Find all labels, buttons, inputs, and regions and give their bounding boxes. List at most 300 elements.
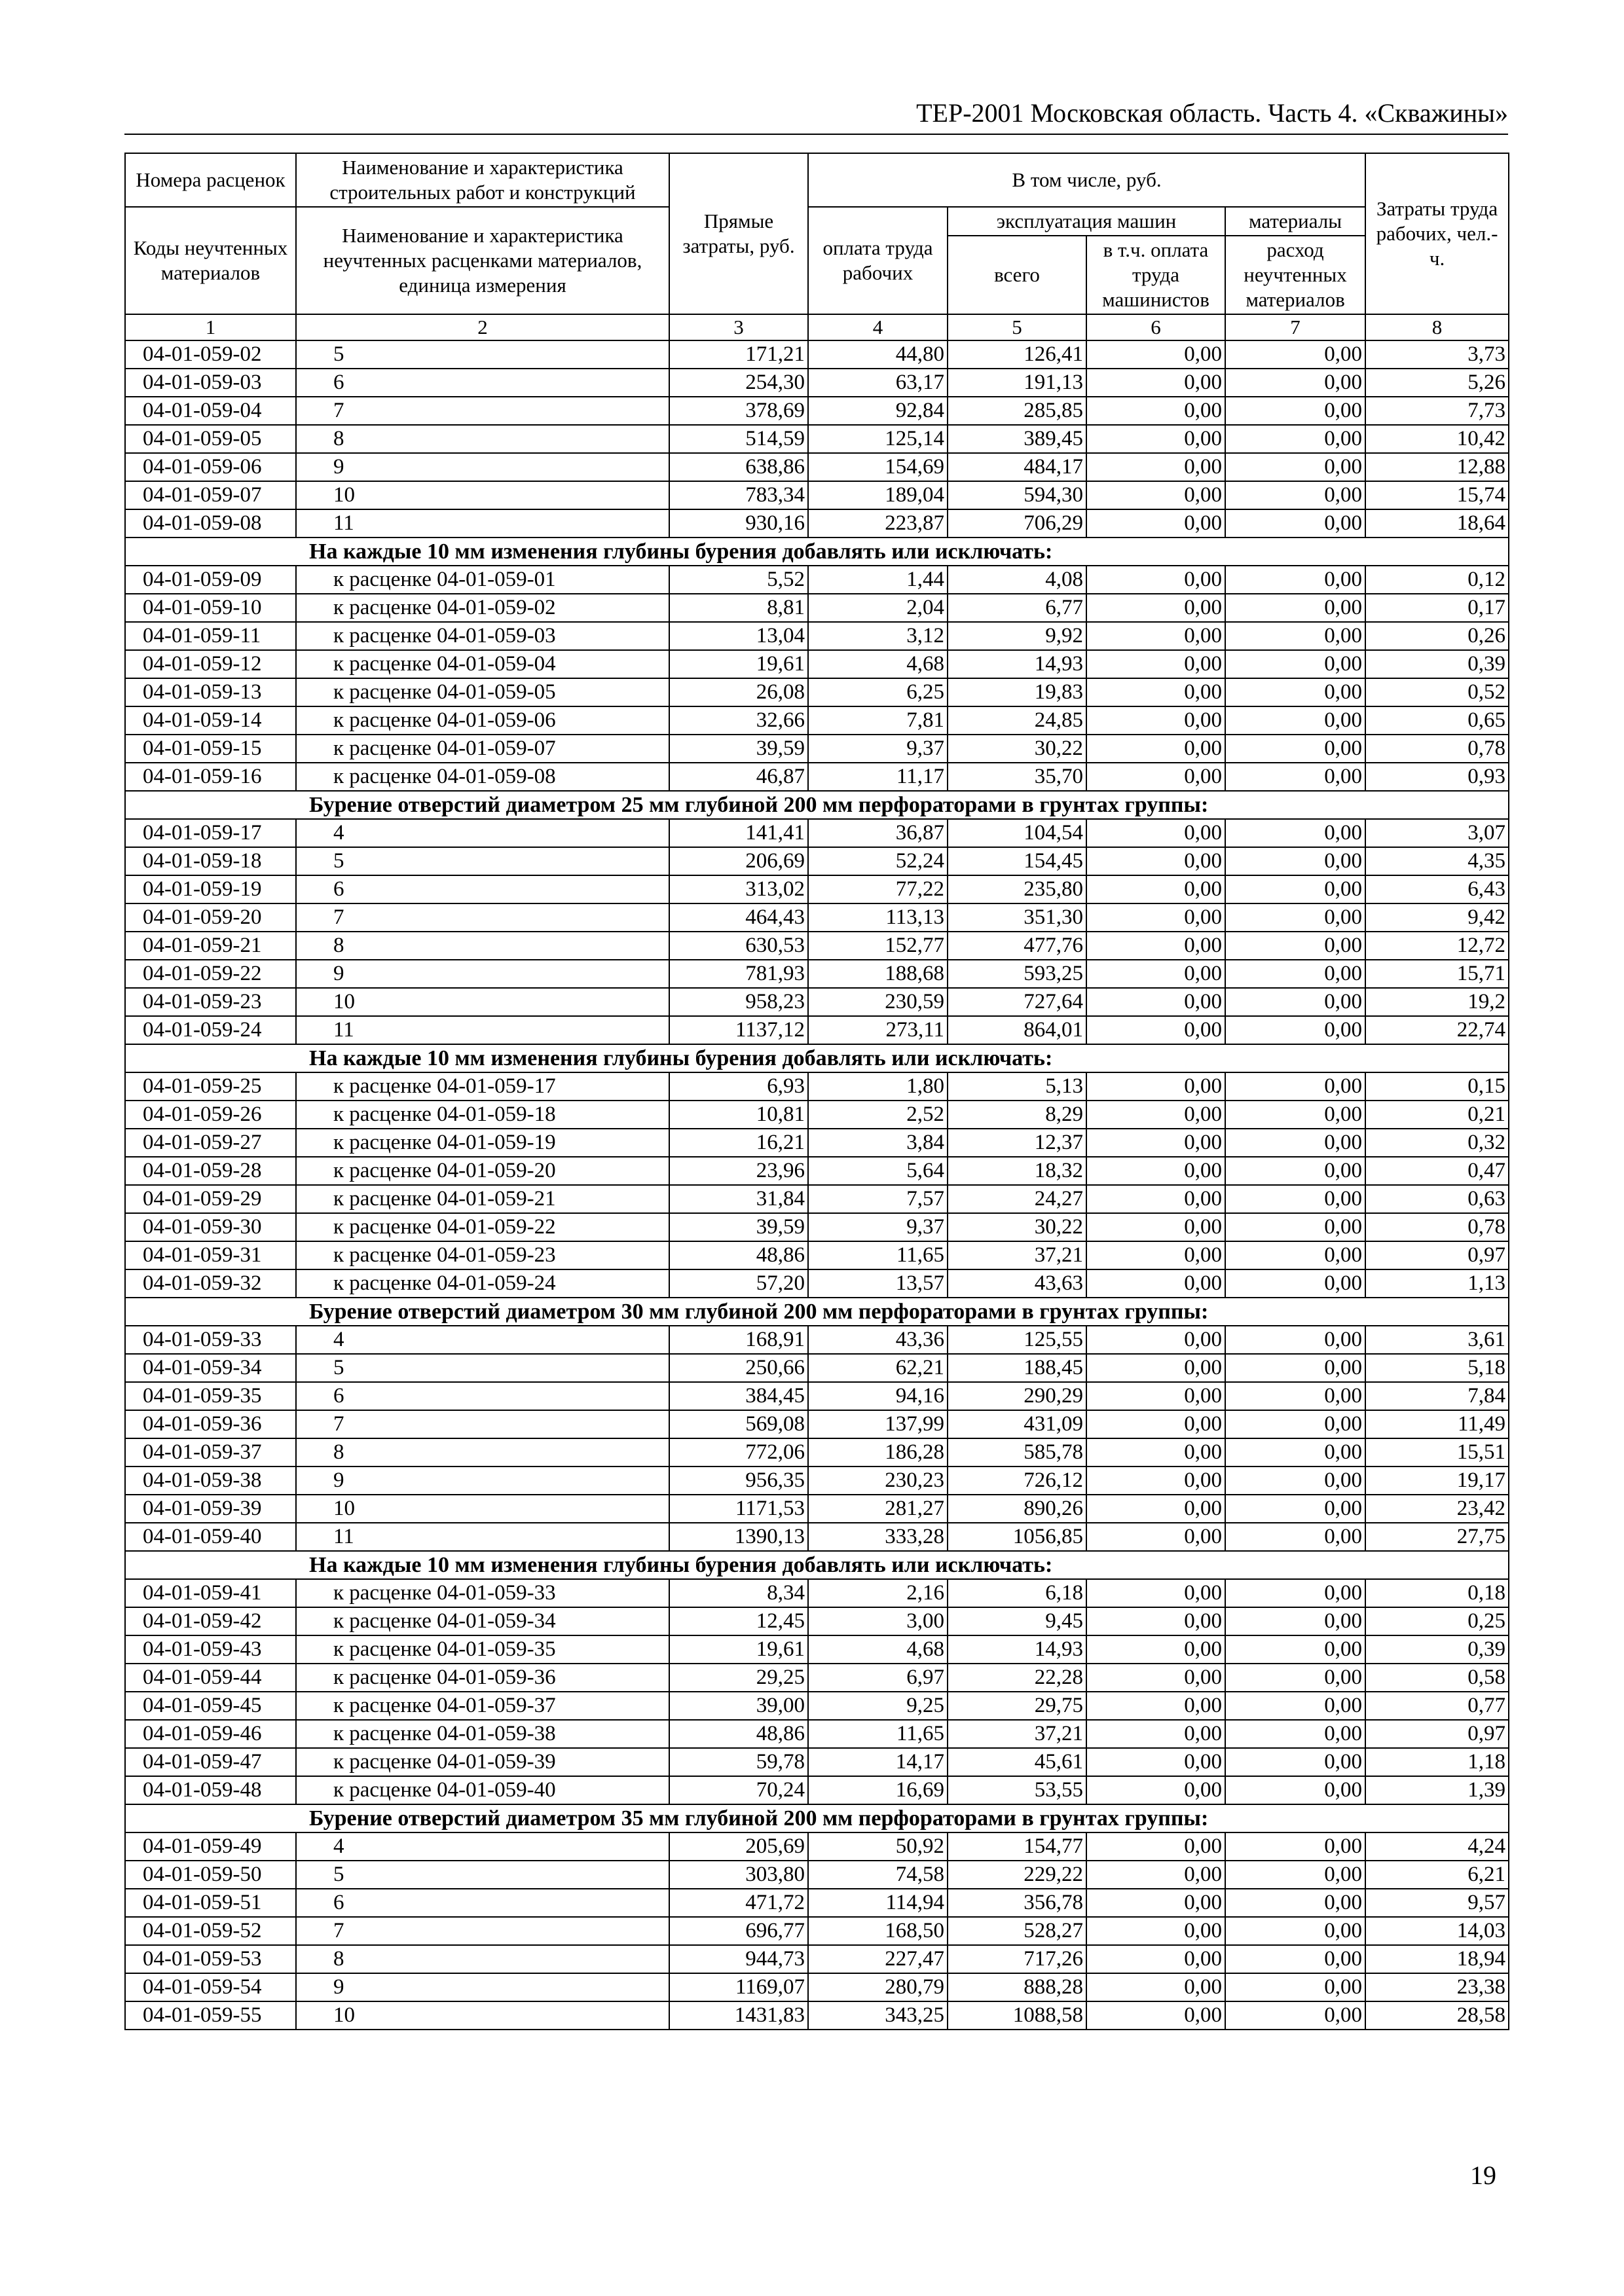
rate-name: 9 xyxy=(296,1973,669,2001)
rate-code: 04-01-059-19 xyxy=(125,875,296,903)
labor-hours: 0,93 xyxy=(1365,763,1509,791)
table-row xyxy=(125,932,1509,960)
labor-hours: 18,94 xyxy=(1365,1945,1509,1973)
materials-cost: 0,00 xyxy=(1225,425,1365,453)
direct-costs: 1169,07 xyxy=(669,1973,808,2001)
operators-pay: 0,00 xyxy=(1086,1945,1225,1973)
labor-pay: 9,37 xyxy=(808,1213,948,1241)
table-row xyxy=(125,1016,1509,1044)
labor-hours: 22,74 xyxy=(1365,1016,1509,1044)
table-header xyxy=(125,153,1509,340)
operators-pay: 0,00 xyxy=(1086,1523,1225,1551)
rate-code: 04-01-059-39 xyxy=(125,1495,296,1523)
labor-hours: 10,42 xyxy=(1365,425,1509,453)
direct-costs: 26,08 xyxy=(669,678,808,706)
machines-total: 154,45 xyxy=(948,847,1086,875)
labor-pay: 44,80 xyxy=(808,340,948,369)
labor-pay: 92,84 xyxy=(808,397,948,425)
operators-pay: 0,00 xyxy=(1086,1326,1225,1354)
direct-costs: 16,21 xyxy=(669,1129,808,1157)
labor-hours: 0,77 xyxy=(1365,1692,1509,1720)
materials-cost: 0,00 xyxy=(1225,594,1365,622)
operators-pay: 0,00 xyxy=(1086,453,1225,481)
labor-hours: 23,38 xyxy=(1365,1973,1509,2001)
rate-name: к расценке 04-01-059-05 xyxy=(296,678,669,706)
rate-code: 04-01-059-18 xyxy=(125,847,296,875)
table-row xyxy=(125,1495,1509,1523)
section-row xyxy=(125,538,1509,566)
rate-name: 8 xyxy=(296,1945,669,1973)
labor-hours: 9,42 xyxy=(1365,903,1509,932)
materials-cost: 0,00 xyxy=(1225,819,1365,847)
materials-cost: 0,00 xyxy=(1225,1185,1365,1213)
materials-cost: 0,00 xyxy=(1225,1410,1365,1438)
labor-hours: 0,47 xyxy=(1365,1157,1509,1185)
labor-pay: 188,68 xyxy=(808,960,948,988)
rate-name: 6 xyxy=(296,1382,669,1410)
machines-total: 4,08 xyxy=(948,566,1086,594)
operators-pay: 0,00 xyxy=(1086,1213,1225,1241)
machines-total: 727,64 xyxy=(948,988,1086,1016)
labor-pay: 223,87 xyxy=(808,509,948,538)
operators-pay: 0,00 xyxy=(1086,2001,1225,2030)
direct-costs: 384,45 xyxy=(669,1382,808,1410)
labor-hours: 0,15 xyxy=(1365,1072,1509,1101)
rate-name: 7 xyxy=(296,1917,669,1945)
operators-pay: 0,00 xyxy=(1086,650,1225,678)
materials-cost: 0,00 xyxy=(1225,1213,1365,1241)
materials-cost: 0,00 xyxy=(1225,932,1365,960)
direct-costs: 254,30 xyxy=(669,369,808,397)
labor-pay: 2,04 xyxy=(808,594,948,622)
table-row xyxy=(125,481,1509,509)
rate-code: 04-01-059-25 xyxy=(125,1072,296,1101)
labor-hours: 3,61 xyxy=(1365,1326,1509,1354)
machines-total: 30,22 xyxy=(948,735,1086,763)
rate-name: к расценке 04-01-059-22 xyxy=(296,1213,669,1241)
table-row xyxy=(125,1213,1509,1241)
materials-cost: 0,00 xyxy=(1225,1664,1365,1692)
table-row xyxy=(125,763,1509,791)
machines-total: 37,21 xyxy=(948,1241,1086,1269)
machines-total: 22,28 xyxy=(948,1664,1086,1692)
materials-cost: 0,00 xyxy=(1225,1072,1365,1101)
rate-code: 04-01-059-15 xyxy=(125,735,296,763)
labor-hours: 0,52 xyxy=(1365,678,1509,706)
column-number: 4 xyxy=(808,314,948,340)
materials-cost: 0,00 xyxy=(1225,453,1365,481)
rate-code: 04-01-059-54 xyxy=(125,1973,296,2001)
rate-code: 04-01-059-55 xyxy=(125,2001,296,2030)
rate-code: 04-01-059-41 xyxy=(125,1579,296,1607)
labor-hours: 0,78 xyxy=(1365,735,1509,763)
rate-name: к расценке 04-01-059-20 xyxy=(296,1157,669,1185)
materials-cost: 0,00 xyxy=(1225,1241,1365,1269)
labor-pay: 63,17 xyxy=(808,369,948,397)
table-row xyxy=(125,369,1509,397)
machines-total: 389,45 xyxy=(948,425,1086,453)
direct-costs: 46,87 xyxy=(669,763,808,791)
rate-name: к расценке 04-01-059-19 xyxy=(296,1129,669,1157)
direct-costs: 5,52 xyxy=(669,566,808,594)
rate-code: 04-01-059-10 xyxy=(125,594,296,622)
rate-code: 04-01-059-33 xyxy=(125,1326,296,1354)
machines-total: 477,76 xyxy=(948,932,1086,960)
rate-name: к расценке 04-01-059-33 xyxy=(296,1579,669,1607)
materials-cost: 0,00 xyxy=(1225,1917,1365,1945)
materials-cost: 0,00 xyxy=(1225,763,1365,791)
direct-costs: 19,61 xyxy=(669,650,808,678)
labor-hours: 28,58 xyxy=(1365,2001,1509,2030)
section-row xyxy=(125,1298,1509,1326)
table-row xyxy=(125,1579,1509,1607)
rate-name: к расценке 04-01-059-01 xyxy=(296,566,669,594)
page-header xyxy=(124,98,1508,135)
labor-hours: 0,32 xyxy=(1365,1129,1509,1157)
table-row xyxy=(125,1157,1509,1185)
table-row xyxy=(125,1861,1509,1889)
operators-pay: 0,00 xyxy=(1086,397,1225,425)
labor-pay: 125,14 xyxy=(808,425,948,453)
direct-costs: 57,20 xyxy=(669,1269,808,1298)
materials-cost: 0,00 xyxy=(1225,1635,1365,1664)
operators-pay: 0,00 xyxy=(1086,988,1225,1016)
machines-total: 5,13 xyxy=(948,1072,1086,1101)
labor-pay: 4,68 xyxy=(808,650,948,678)
rate-name: к расценке 04-01-059-39 xyxy=(296,1748,669,1776)
direct-costs: 59,78 xyxy=(669,1748,808,1776)
labor-hours: 0,25 xyxy=(1365,1607,1509,1635)
direct-costs: 1390,13 xyxy=(669,1523,808,1551)
rate-code: 04-01-059-06 xyxy=(125,453,296,481)
direct-costs: 569,08 xyxy=(669,1410,808,1438)
rate-code: 04-01-059-36 xyxy=(125,1410,296,1438)
rate-code: 04-01-059-48 xyxy=(125,1776,296,1804)
rate-name: к расценке 04-01-059-37 xyxy=(296,1692,669,1720)
rate-code: 04-01-059-16 xyxy=(125,763,296,791)
rate-name: 11 xyxy=(296,1016,669,1044)
operators-pay: 0,00 xyxy=(1086,1607,1225,1635)
machines-total: 14,93 xyxy=(948,650,1086,678)
machines-total: 30,22 xyxy=(948,1213,1086,1241)
materials-cost: 0,00 xyxy=(1225,1579,1365,1607)
rate-name: 6 xyxy=(296,369,669,397)
materials-cost: 0,00 xyxy=(1225,1692,1365,1720)
labor-pay: 4,68 xyxy=(808,1635,948,1664)
machines-total: 9,45 xyxy=(948,1607,1086,1635)
machines-total: 706,29 xyxy=(948,509,1086,538)
machines-total: 717,26 xyxy=(948,1945,1086,1973)
rate-name: к расценке 04-01-059-23 xyxy=(296,1241,669,1269)
machines-total: 528,27 xyxy=(948,1917,1086,1945)
operators-pay: 0,00 xyxy=(1086,1072,1225,1101)
labor-hours: 14,03 xyxy=(1365,1917,1509,1945)
rate-name: 11 xyxy=(296,1523,669,1551)
labor-hours: 0,58 xyxy=(1365,1664,1509,1692)
rate-code: 04-01-059-46 xyxy=(125,1720,296,1748)
materials-cost: 0,00 xyxy=(1225,1101,1365,1129)
direct-costs: 205,69 xyxy=(669,1832,808,1861)
rate-name: к расценке 04-01-059-03 xyxy=(296,622,669,650)
rate-code: 04-01-059-29 xyxy=(125,1185,296,1213)
rate-name: 4 xyxy=(296,1832,669,1861)
labor-pay: 168,50 xyxy=(808,1917,948,1945)
rate-code: 04-01-059-47 xyxy=(125,1748,296,1776)
rate-name: 8 xyxy=(296,932,669,960)
labor-pay: 1,80 xyxy=(808,1072,948,1101)
direct-costs: 313,02 xyxy=(669,875,808,903)
machines-total: 484,17 xyxy=(948,453,1086,481)
machines-total: 888,28 xyxy=(948,1973,1086,2001)
labor-pay: 52,24 xyxy=(808,847,948,875)
rate-code: 04-01-059-42 xyxy=(125,1607,296,1635)
table-row xyxy=(125,622,1509,650)
direct-costs: 772,06 xyxy=(669,1438,808,1467)
section-title: На каждые 10 мм изменения глубины бурения добавлять или исключать: xyxy=(125,1044,1509,1072)
machines-total: 229,22 xyxy=(948,1861,1086,1889)
rate-code: 04-01-059-05 xyxy=(125,425,296,453)
labor-pay: 189,04 xyxy=(808,481,948,509)
direct-costs: 19,61 xyxy=(669,1635,808,1664)
machines-total: 43,63 xyxy=(948,1269,1086,1298)
direct-costs: 1171,53 xyxy=(669,1495,808,1523)
table-row xyxy=(125,1607,1509,1635)
labor-pay: 9,25 xyxy=(808,1692,948,1720)
machines-total: 29,75 xyxy=(948,1692,1086,1720)
operators-pay: 0,00 xyxy=(1086,369,1225,397)
direct-costs: 141,41 xyxy=(669,819,808,847)
machines-total: 593,25 xyxy=(948,960,1086,988)
labor-hours: 0,97 xyxy=(1365,1720,1509,1748)
rate-code: 04-01-059-44 xyxy=(125,1664,296,1692)
header-materials: материалы xyxy=(1225,207,1365,236)
direct-costs: 696,77 xyxy=(669,1917,808,1945)
rate-name: 9 xyxy=(296,1467,669,1495)
materials-cost: 0,00 xyxy=(1225,988,1365,1016)
table-row xyxy=(125,1720,1509,1748)
rate-code: 04-01-059-21 xyxy=(125,932,296,960)
labor-hours: 12,88 xyxy=(1365,453,1509,481)
table-row xyxy=(125,1438,1509,1467)
materials-cost: 0,00 xyxy=(1225,1607,1365,1635)
rate-name: 8 xyxy=(296,1438,669,1467)
materials-cost: 0,00 xyxy=(1225,1438,1365,1467)
operators-pay: 0,00 xyxy=(1086,1832,1225,1861)
table-row xyxy=(125,1917,1509,1945)
labor-pay: 11,17 xyxy=(808,763,948,791)
labor-pay: 227,47 xyxy=(808,1945,948,1973)
table-row xyxy=(125,397,1509,425)
direct-costs: 303,80 xyxy=(669,1861,808,1889)
column-number: 5 xyxy=(948,314,1086,340)
operators-pay: 0,00 xyxy=(1086,509,1225,538)
materials-cost: 0,00 xyxy=(1225,1016,1365,1044)
operators-pay: 0,00 xyxy=(1086,1269,1225,1298)
labor-hours: 7,73 xyxy=(1365,397,1509,425)
labor-hours: 0,26 xyxy=(1365,622,1509,650)
header-machines-operators: в т.ч. оплата труда машинистов xyxy=(1086,236,1225,314)
operators-pay: 0,00 xyxy=(1086,340,1225,369)
labor-hours: 11,49 xyxy=(1365,1410,1509,1438)
labor-pay: 6,25 xyxy=(808,678,948,706)
machines-total: 594,30 xyxy=(948,481,1086,509)
rate-code: 04-01-059-23 xyxy=(125,988,296,1016)
operators-pay: 0,00 xyxy=(1086,1241,1225,1269)
table-row xyxy=(125,1129,1509,1157)
labor-hours: 0,17 xyxy=(1365,594,1509,622)
rate-name: к расценке 04-01-059-07 xyxy=(296,735,669,763)
materials-cost: 0,00 xyxy=(1225,706,1365,735)
rate-name: к расценке 04-01-059-18 xyxy=(296,1101,669,1129)
labor-pay: 280,79 xyxy=(808,1973,948,2001)
operators-pay: 0,00 xyxy=(1086,1354,1225,1382)
table-row xyxy=(125,650,1509,678)
operators-pay: 0,00 xyxy=(1086,678,1225,706)
machines-total: 585,78 xyxy=(948,1438,1086,1467)
operators-pay: 0,00 xyxy=(1086,1129,1225,1157)
direct-costs: 8,34 xyxy=(669,1579,808,1607)
rate-name: 10 xyxy=(296,988,669,1016)
machines-total: 890,26 xyxy=(948,1495,1086,1523)
labor-pay: 11,65 xyxy=(808,1720,948,1748)
direct-costs: 930,16 xyxy=(669,509,808,538)
table-row xyxy=(125,1382,1509,1410)
materials-cost: 0,00 xyxy=(1225,1748,1365,1776)
operators-pay: 0,00 xyxy=(1086,1495,1225,1523)
labor-pay: 273,11 xyxy=(808,1016,948,1044)
machines-total: 351,30 xyxy=(948,903,1086,932)
direct-costs: 1431,83 xyxy=(669,2001,808,2030)
operators-pay: 0,00 xyxy=(1086,1861,1225,1889)
labor-hours: 19,17 xyxy=(1365,1467,1509,1495)
rate-code: 04-01-059-37 xyxy=(125,1438,296,1467)
operators-pay: 0,00 xyxy=(1086,706,1225,735)
header-including: В том числе, руб. xyxy=(808,153,1365,207)
header-labor-pay: оплата труда рабочих xyxy=(808,207,948,314)
labor-hours: 6,21 xyxy=(1365,1861,1509,1889)
table-row xyxy=(125,1101,1509,1129)
operators-pay: 0,00 xyxy=(1086,875,1225,903)
rate-code: 04-01-059-27 xyxy=(125,1129,296,1157)
rate-name: 5 xyxy=(296,847,669,875)
direct-costs: 250,66 xyxy=(669,1354,808,1382)
rate-name: к расценке 04-01-059-02 xyxy=(296,594,669,622)
materials-cost: 0,00 xyxy=(1225,1776,1365,1804)
table-row xyxy=(125,425,1509,453)
rate-code: 04-01-059-13 xyxy=(125,678,296,706)
machines-total: 1088,58 xyxy=(948,2001,1086,2030)
labor-pay: 2,52 xyxy=(808,1101,948,1129)
table-row xyxy=(125,1354,1509,1382)
rate-name: 10 xyxy=(296,481,669,509)
labor-hours: 12,72 xyxy=(1365,932,1509,960)
direct-costs: 48,86 xyxy=(669,1720,808,1748)
materials-cost: 0,00 xyxy=(1225,1467,1365,1495)
operators-pay: 0,00 xyxy=(1086,1889,1225,1917)
rate-code: 04-01-059-35 xyxy=(125,1382,296,1410)
rate-code: 04-01-059-03 xyxy=(125,369,296,397)
table-row xyxy=(125,847,1509,875)
machines-total: 864,01 xyxy=(948,1016,1086,1044)
labor-pay: 137,99 xyxy=(808,1410,948,1438)
labor-pay: 62,21 xyxy=(808,1354,948,1382)
direct-costs: 39,00 xyxy=(669,1692,808,1720)
operators-pay: 0,00 xyxy=(1086,1579,1225,1607)
header-material-codes: Коды неучтенных материалов xyxy=(125,207,296,314)
table-row xyxy=(125,903,1509,932)
machines-total: 154,77 xyxy=(948,1832,1086,1861)
header-work-name: Наименование и характеристика строительных работ и конструкций xyxy=(296,153,669,207)
table-row xyxy=(125,735,1509,763)
operators-pay: 0,00 xyxy=(1086,735,1225,763)
operators-pay: 0,00 xyxy=(1086,622,1225,650)
labor-hours: 19,2 xyxy=(1365,988,1509,1016)
operators-pay: 0,00 xyxy=(1086,932,1225,960)
rate-code: 04-01-059-34 xyxy=(125,1354,296,1382)
direct-costs: 956,35 xyxy=(669,1467,808,1495)
rate-name: 6 xyxy=(296,1889,669,1917)
operators-pay: 0,00 xyxy=(1086,1973,1225,2001)
machines-total: 6,18 xyxy=(948,1579,1086,1607)
direct-costs: 39,59 xyxy=(669,735,808,763)
operators-pay: 0,00 xyxy=(1086,566,1225,594)
materials-cost: 0,00 xyxy=(1225,1354,1365,1382)
direct-costs: 630,53 xyxy=(669,932,808,960)
table-row xyxy=(125,2001,1509,2030)
operators-pay: 0,00 xyxy=(1086,1438,1225,1467)
direct-costs: 464,43 xyxy=(669,903,808,932)
rate-code: 04-01-059-53 xyxy=(125,1945,296,1973)
header-direct-costs: Прямые затраты, руб. xyxy=(669,153,808,314)
labor-hours: 0,39 xyxy=(1365,650,1509,678)
operators-pay: 0,00 xyxy=(1086,1776,1225,1804)
operators-pay: 0,00 xyxy=(1086,763,1225,791)
machines-total: 24,85 xyxy=(948,706,1086,735)
labor-pay: 3,12 xyxy=(808,622,948,650)
rate-name: 7 xyxy=(296,1410,669,1438)
table-row xyxy=(125,1241,1509,1269)
labor-hours: 0,97 xyxy=(1365,1241,1509,1269)
labor-hours: 0,18 xyxy=(1365,1579,1509,1607)
operators-pay: 0,00 xyxy=(1086,847,1225,875)
rate-name: 9 xyxy=(296,960,669,988)
rate-code: 04-01-059-30 xyxy=(125,1213,296,1241)
materials-cost: 0,00 xyxy=(1225,1382,1365,1410)
rate-code: 04-01-059-38 xyxy=(125,1467,296,1495)
machines-total: 14,93 xyxy=(948,1635,1086,1664)
labor-pay: 333,28 xyxy=(808,1523,948,1551)
operators-pay: 0,00 xyxy=(1086,1917,1225,1945)
rate-name: 9 xyxy=(296,453,669,481)
labor-pay: 186,28 xyxy=(808,1438,948,1467)
rate-name: 8 xyxy=(296,425,669,453)
labor-hours: 0,39 xyxy=(1365,1635,1509,1664)
table-row xyxy=(125,1635,1509,1664)
header-materials-unaccounted: расход неучтенных материалов xyxy=(1225,236,1365,314)
machines-total: 45,61 xyxy=(948,1748,1086,1776)
rates-table xyxy=(124,153,1509,2030)
operators-pay: 0,00 xyxy=(1086,1157,1225,1185)
labor-pay: 77,22 xyxy=(808,875,948,903)
materials-cost: 0,00 xyxy=(1225,369,1365,397)
table-row xyxy=(125,960,1509,988)
rate-code: 04-01-059-04 xyxy=(125,397,296,425)
materials-cost: 0,00 xyxy=(1225,622,1365,650)
machines-total: 19,83 xyxy=(948,678,1086,706)
operators-pay: 0,00 xyxy=(1086,594,1225,622)
section-title: Бурение отверстий диаметром 30 мм глубиной 200 мм перфораторами в грунтах группы: xyxy=(125,1298,1509,1326)
document-title: ТЕР-2001 Московская область. Часть 4. «Скважины» xyxy=(916,98,1508,128)
